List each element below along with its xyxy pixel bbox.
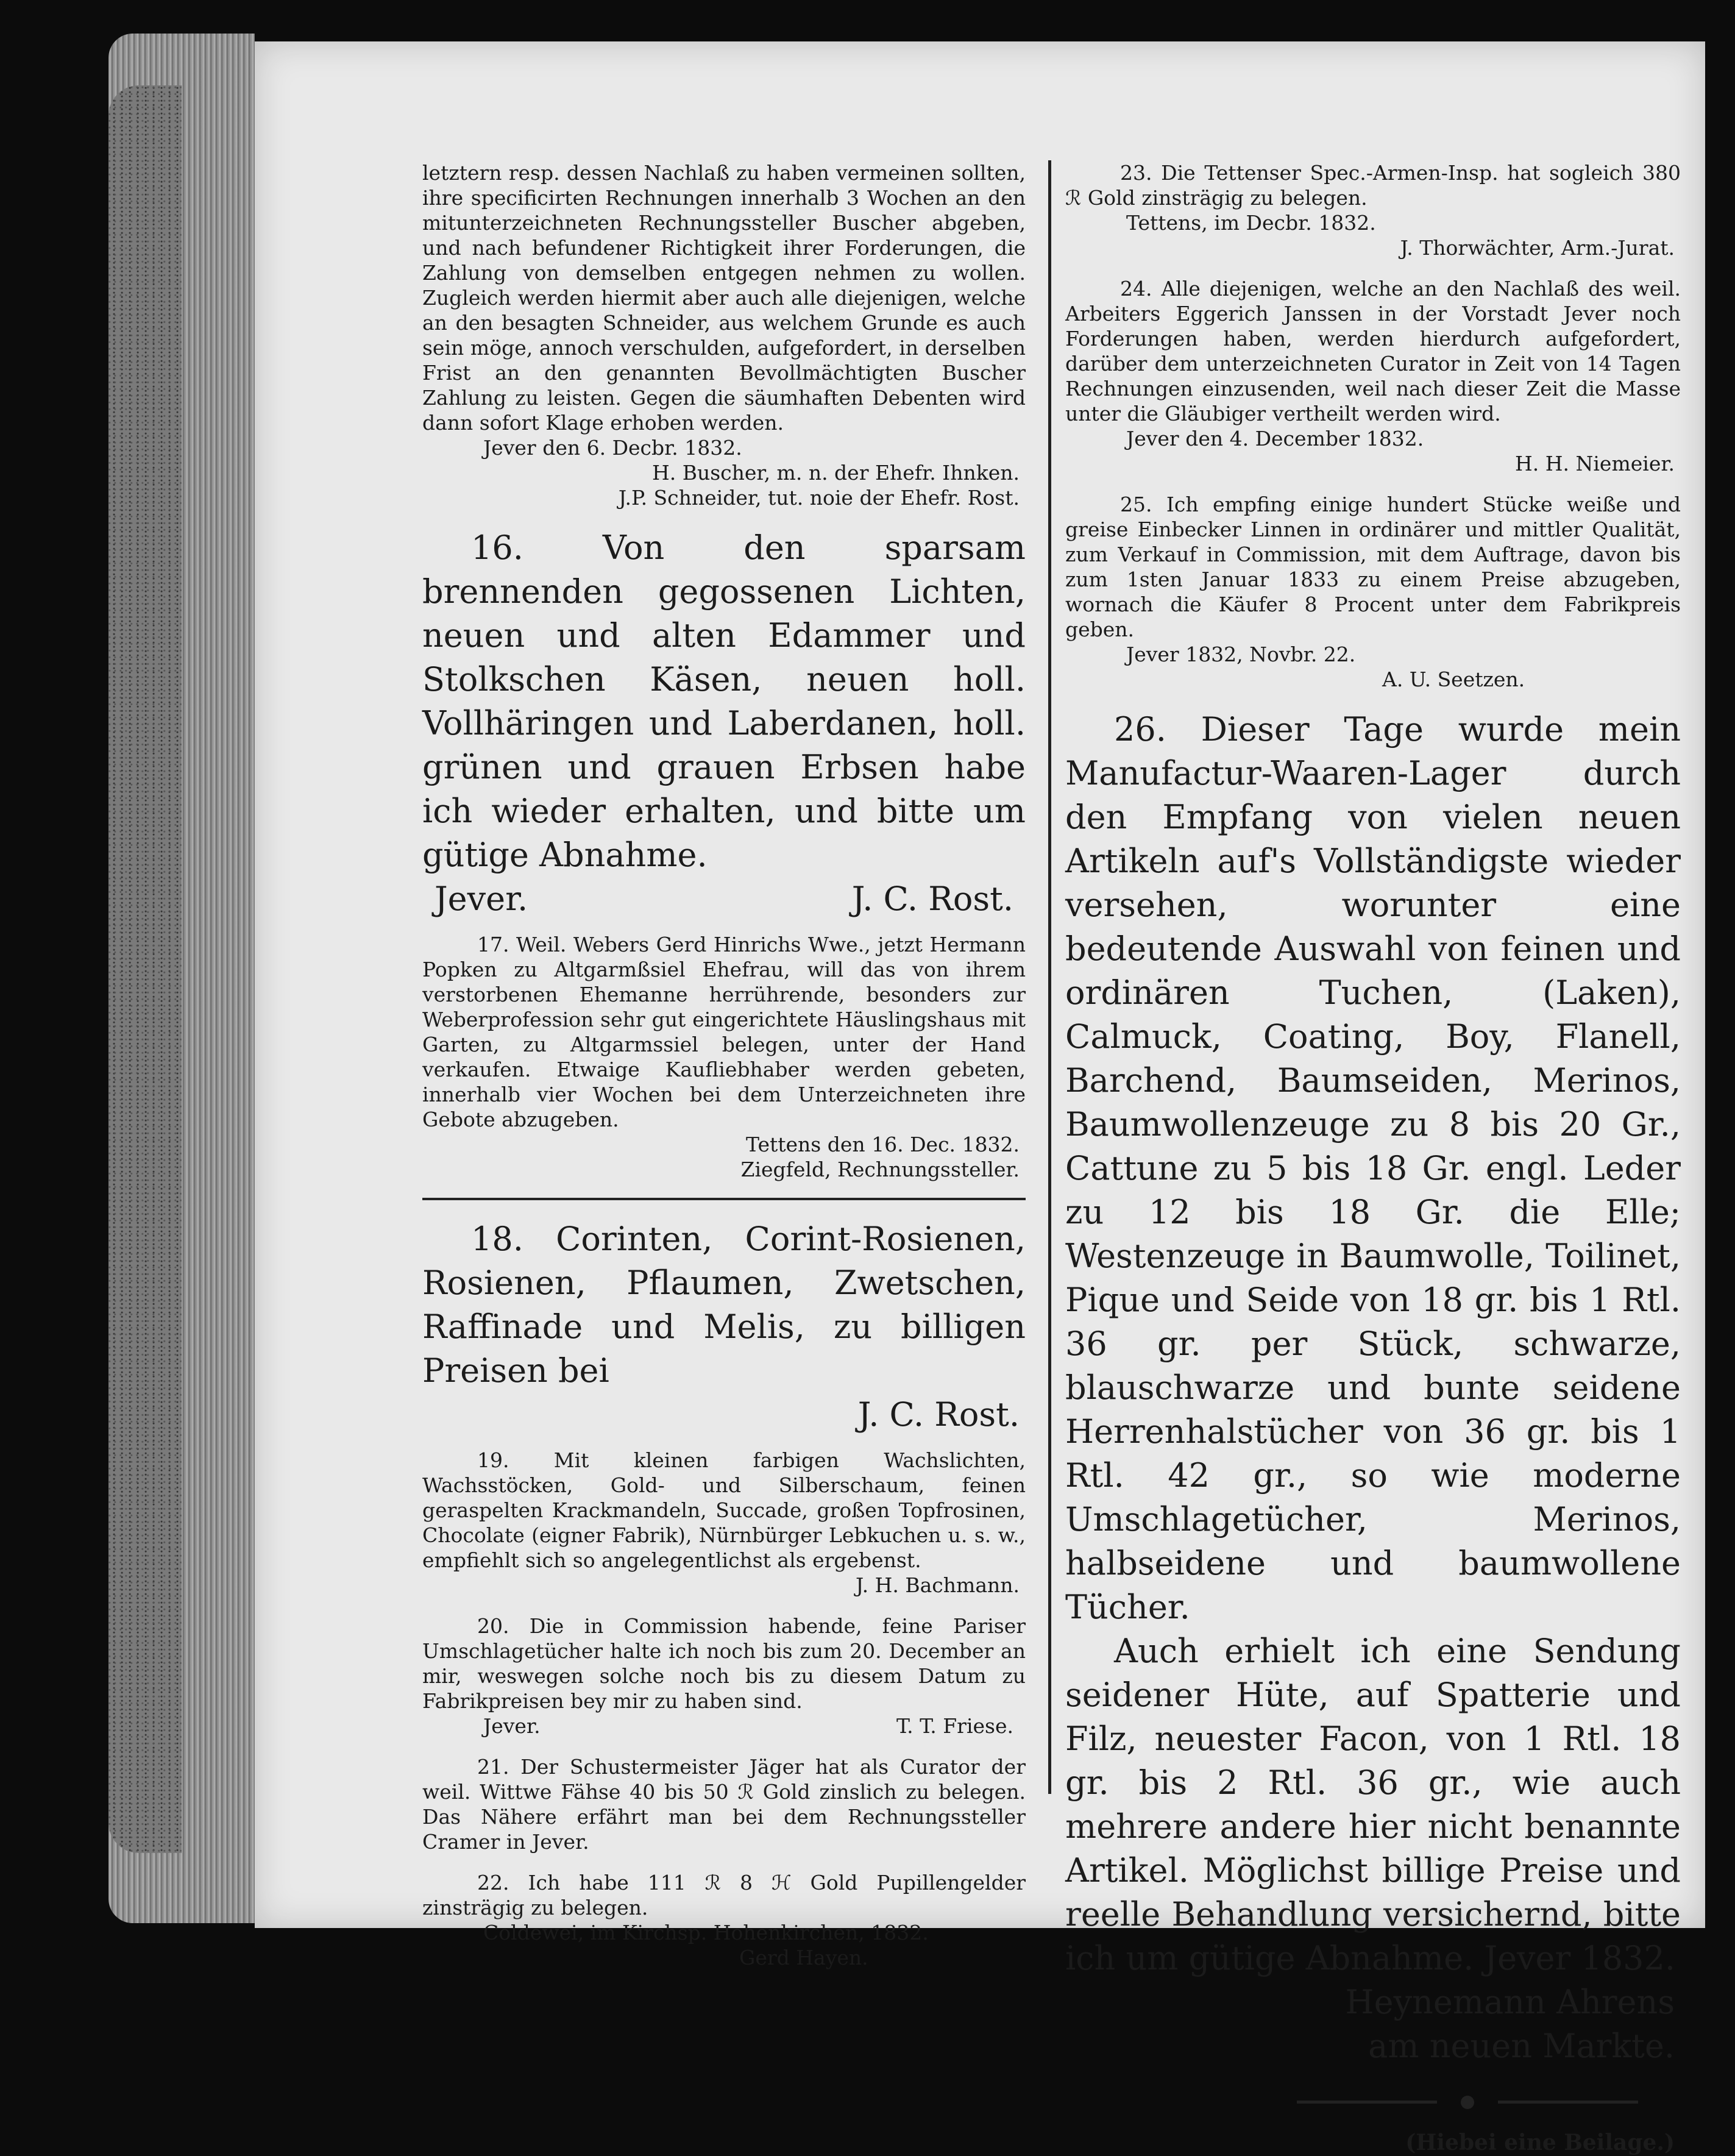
advert-20-text: 20. Die in Commission habende, feine Pariser Umschlagetücher halte ich noch bis zum 20. December an mir, weswegen solche noch bis zu diesem Datum zu Fabrikpreisen bey mir zu haben sind. — [422, 1614, 1026, 1713]
advert-18-signature: J. C. Rost. — [857, 1395, 1020, 1434]
advert-22 — [422, 1870, 1026, 1970]
advert-16-place: Jever. — [435, 880, 528, 918]
separator-rule — [422, 1198, 1026, 1200]
advert-21 — [422, 1754, 1026, 1854]
advert-24-signature: H. H. Niemeier. — [1514, 452, 1675, 475]
advert-25-text: 25. Ich empfing einige hundert Stücke weiße und greise Einbecker Linnen in ordinärer und mittler Qualität, zum Verkauf in Commission, mit dem Auftrage, davon bis zum 1sten Januar 1833 zu einem Preise abzugeben, wornach die Käufer 8 Procent unter dem Fabrikpreis geben. — [1065, 493, 1681, 641]
advert-23-date: Tettens, im Decbr. 1832. — [1126, 211, 1376, 235]
advert-23-signature: J. Thorwächter, Arm.-Jurat. — [1400, 236, 1675, 260]
advert-22-place: Coldewei, im Kirchsp. Hohenkirchen, 1832. — [483, 1921, 929, 1944]
advert-20-place: Jever. — [483, 1714, 541, 1738]
advert-25-date: Jever 1832, Novbr. 22. — [1126, 642, 1356, 666]
notice-intro-text: letztern resp. dessen Nachlaß zu haben vermeinen sollten, ihre specificirten Rechnungen innerhalb 3 Wochen an den mitunterzeichneten Rechnungssteller Buscher abgeben, und nach befundener Richtigkeit ihrer Forderungen, die Zahlung von demselben entgegen nehmen zu wollen. Zugleich werden hiermit aber auch alle diejenigen, welche an den besagten Schneider, aus welchem Grunde es auch sein möge, annoch verschulden, aufgefordert, in derselben Frist an den genannten Bevollmächtigten Buscher Zahlung zu leisten. Gegen die säumhaften Debenten wird dann sofort Klage erhoben werden. — [422, 161, 1026, 435]
advert-17-date: Tettens den 16. Dec. 1832. — [746, 1133, 1020, 1156]
advert-26-text-1: 26. Dieser Tage wurde mein Manufactur-Waaren-Lager durch den Empfang von vielen neuen Artikeln auf's Vollständigste wieder versehen, worunter eine bedeutende Auswahl von feinen und ordinären Tuchen, (Laken), Calmuck, Coating, Boy, Flanell, Barchend, Baumseiden, Merinos, Baumwollenzeuge zu 8 bis 20 Gr., Cattune zu 5 bis 18 Gr. engl. Leder zu 12 bis 18 Gr. die Elle; Westenzeuge in Baumwolle, Toilinet, Pique und Seide von 18 gr. bis 1 Rtl. 36 gr. per Stück, schwarze, blauschwarze und bunte seidene Herrenhalstücher von 36 gr. bis 1 Rtl. 42 gr., so wie moderne Umschlagetücher, Merinos, halbseidene und baumwollene Tücher. — [1065, 710, 1681, 1626]
advert-20-signature: T. T. Friese. — [896, 1714, 1013, 1738]
advert-16-footer — [422, 877, 1026, 921]
notice-intro — [422, 160, 1026, 510]
advert-25 — [1065, 492, 1681, 692]
notice-intro-signature-1: H. Buscher, m. n. der Ehefr. Ihnken. — [651, 461, 1020, 485]
advert-20 — [422, 1613, 1026, 1738]
enclosure-note: (Hiebei eine Beilage.) — [1405, 2130, 1675, 2155]
advert-26 — [1065, 708, 1681, 2068]
advert-16-text: 16. Von den sparsam brennenden gegossenen Lichten, neuen und alten Edammer und Stolkschen Käsen, neuen holl. Vollhäringen und Laberdanen, holl. grünen und grauen Erbsen habe ich wieder erhalten, und bitte um gütige Abnahme. — [422, 528, 1026, 874]
advert-20-footer — [422, 1713, 1026, 1738]
advert-24 — [1065, 276, 1681, 476]
advert-16 — [422, 526, 1026, 921]
advert-17 — [422, 932, 1026, 1182]
advert-16-signature: J. C. Rost. — [851, 880, 1013, 918]
advert-24-text: 24. Alle diejenigen, welche an den Nachlaß des weil. Arbeiters Eggerich Janssen in der Vorstadt Jever noch Forderungen haben, werden hierdurch aufgefordert, darüber dem unterzeichneten Curator in Zeit von 14 Tagen Rechnungen einzusenden, weil nach dieser Zeit die Masse unter die Gläubiger vertheilt werden wird. — [1065, 277, 1681, 425]
advert-26-text-2: Auch erhielt ich eine Sendung seidener Hüte, auf Spatterie und Filz, neuester Facon, von 1 Rtl. 18 gr. bis 2 Rtl. 36 gr., wie auch mehrere andere hier nicht benannte Artikel. Möglichst billige Preise und reelle Behandlung versichernd, bitte ich um gütige Abnahme. Jever 1832. — [1065, 1632, 1681, 1977]
advert-23-text: 23. Die Tettenser Spec.-Armen-Insp. hat sogleich 380 ℛ Gold zinsträgig zu belegen. — [1065, 161, 1681, 210]
advert-22-signature: Gerd Hayen. — [739, 1946, 868, 1969]
advert-18-text: 18. Corinten, Corint-Rosienen, Rosienen, Pflaumen, Zwetschen, Raffinade und Melis, zu billigen Preisen bei — [422, 1220, 1026, 1390]
advert-25-signature: A. U. Seetzen. — [1382, 667, 1525, 691]
advert-23 — [1065, 160, 1681, 260]
newspaper-page — [255, 41, 1705, 2155]
right-column — [1065, 160, 1681, 2156]
advert-17-text: 17. Weil. Webers Gerd Hinrichs Wwe., jetzt Hermann Popken zu Altgarmßsiel Ehefrau, will das von ihrem verstorbenen Ehemanne herrührende, besonders zur Weberprofession sehr gut eingerichtete Häuslingshaus mit Garten, zu Altgarmssiel belegen, unter der Hand verkaufen. Etwaige Kaufliebhaber werden gebeten, innerhalb vier Wochen bei dem Unterzeichneten ihre Gebote abzugeben. — [422, 933, 1026, 1131]
column-divider — [1048, 160, 1051, 1794]
advert-19-signature: J. H. Bachmann. — [855, 1573, 1020, 1597]
book-cover-edge — [108, 85, 182, 1853]
advert-22-text: 22. Ich habe 111 ℛ 8 ℋ Gold Pupillengelder zinsträgig zu belegen. — [422, 1871, 1026, 1919]
decorative-fleuron — [1297, 2093, 1638, 2111]
advert-24-date: Jever den 4. December 1832. — [1126, 427, 1424, 450]
notice-intro-date: Jever den 6. Decbr. 1832. — [483, 436, 742, 460]
advert-18 — [422, 1217, 1026, 1437]
advert-21-text: 21. Der Schustermeister Jäger hat als Curator der weil. Wittwe Fähse 40 bis 50 ℛ Gold zinslich zu belegen. Das Nähere erfährt man bei dem Rechnungssteller Cramer in Jever. — [422, 1755, 1026, 1854]
advert-26-signature-2: am neuen Markte. — [1368, 2027, 1675, 2065]
advert-17-signature: Ziegfeld, Rechnungssteller. — [740, 1158, 1020, 1181]
advert-19-text: 19. Mit kleinen farbigen Wachslichten, Wachsstöcken, Gold- und Silberschaum, feinen geraspelten Krackmandeln, Succade, großen Topfrosinen, Chocolate (eigner Fabrik), Nürnbürger Lebkuchen u. s. w., empfiehlt sich so angelegentlichst als ergebenst. — [422, 1448, 1026, 1572]
advert-26-signature-1: Heynemann Ahrens — [1345, 1983, 1675, 2021]
notice-intro-signature-2: J.P. Schneider, tut. noie der Ehefr. Rost. — [618, 486, 1020, 510]
advert-19 — [422, 1448, 1026, 1598]
left-column — [422, 160, 1026, 1986]
